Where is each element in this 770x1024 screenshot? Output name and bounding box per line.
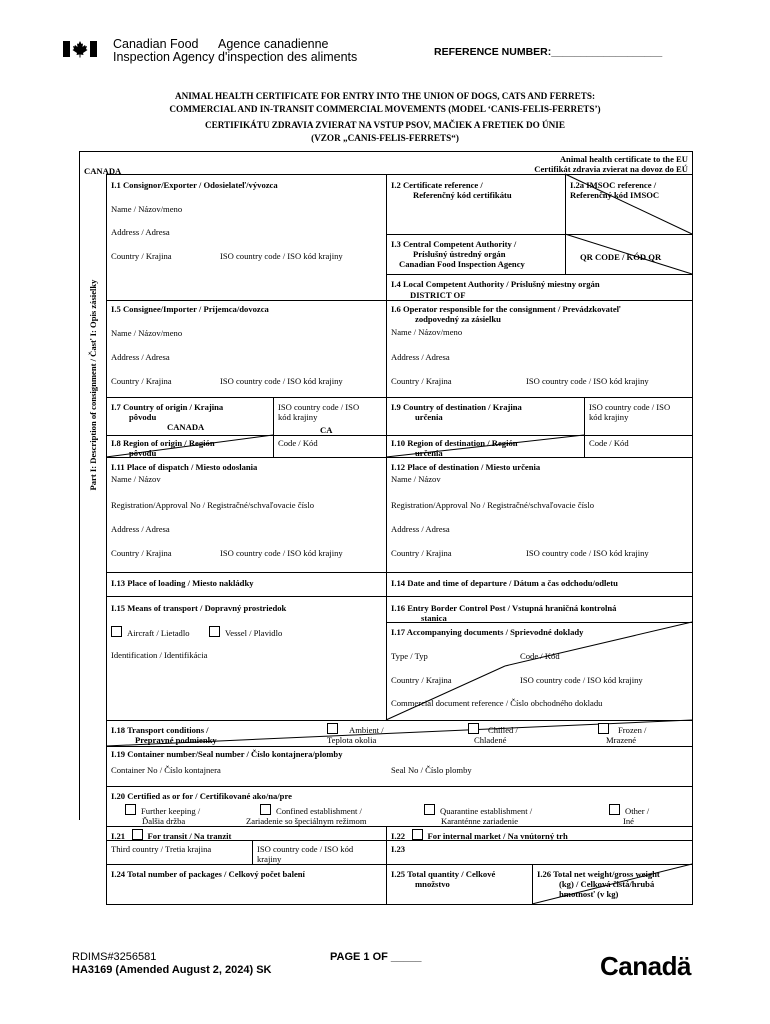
i13-place-loading[interactable]: I.13 Place of loading / Miesto nakládky: [111, 578, 254, 588]
canada-wordmark-logo: Canadä: [600, 951, 691, 981]
i18-frozen-checkbox[interactable]: Frozen / Mrazené: [598, 723, 646, 745]
i18-transport-conditions: I.18 Transport conditions / Prepravné podmienky: [111, 725, 217, 745]
i5-name[interactable]: Name / Názov/meno: [111, 328, 183, 338]
i12-country[interactable]: Country / Krajina: [391, 548, 452, 558]
i1-address[interactable]: Address / Adresa: [111, 227, 170, 237]
rdims-number: RDIMS#3256581: [72, 951, 157, 963]
i1-title: I.1 Consignor/Exporter / Odosielateľ/vývozca: [111, 180, 278, 190]
i15-identification[interactable]: Identification / Identifikácia: [111, 650, 208, 660]
i19-seal-no[interactable]: Seal No / Číslo plomby: [391, 765, 472, 775]
checkbox-icon[interactable]: [424, 804, 435, 815]
i5-title: I.5 Consignee/Importer / Príjemca/dovozca: [111, 304, 269, 314]
checkbox-icon[interactable]: [598, 723, 609, 734]
i9-iso[interactable]: ISO country code / ISO kód krajiny: [589, 402, 671, 422]
i11-address[interactable]: Address / Adresa: [111, 524, 170, 534]
i11-name[interactable]: Name / Názov: [111, 474, 161, 484]
i6-iso[interactable]: ISO country code / ISO kód krajiny: [526, 376, 649, 386]
checkbox-icon[interactable]: [125, 804, 136, 815]
i5-country[interactable]: Country / Krajina: [111, 376, 172, 386]
i17-commercial-ref[interactable]: Commercial document reference / Číslo obchodného dokladu: [391, 698, 603, 708]
i17-code[interactable]: Code / Kód: [520, 651, 560, 661]
i1-country[interactable]: Country / Krajina: [111, 251, 172, 261]
i10-region-destination: I.10 Region of destination / Región určenia: [391, 438, 518, 458]
i9-country-destination: I.9 Country of destination / Krajina určenia: [391, 402, 522, 422]
i7-iso-value: CA: [320, 425, 333, 435]
document-id: HA3169 (Amended August 2, 2024) SK: [72, 964, 272, 976]
i17-country[interactable]: Country / Krajina: [391, 675, 452, 685]
i5-iso[interactable]: ISO country code / ISO kód krajiny: [220, 376, 343, 386]
i5-address[interactable]: Address / Adresa: [111, 352, 170, 362]
i15-aircraft-checkbox[interactable]: Aircraft / Lietadlo: [111, 626, 190, 638]
i12-iso[interactable]: ISO country code / ISO kód krajiny: [526, 548, 649, 558]
certificate-title: ANIMAL HEALTH CERTIFICATE FOR ENTRY INTO THE UNION OF DOGS, CATS AND FERRETS: COMMERCIAL AND IN-TRANSIT COMMERCIAL MOVEMENTS (MODEL ‘CANIS-FELIS-FERRETS’) CERTIFIKÁTU ZDRAVIA ZVIERAT NA VSTUP PSOV, MAČIEK A FRETIEK DO ÚNIE (VZOR „CANIS-FELIS-FERRETS“): [169, 91, 601, 143]
agency-name-fr: Agence canadienne d'inspection des aliments: [218, 37, 358, 64]
i23-field[interactable]: I.23: [391, 844, 406, 854]
i22-internal-market-checkbox[interactable]: I.22 For internal market / Na vnútorný trh: [391, 831, 568, 841]
i19-title: I.19 Container number/Seal number / Číslo kontajnera/plomby: [111, 749, 343, 759]
i21-iso[interactable]: ISO country code / ISO kód krajiny: [257, 844, 354, 864]
i25-total-quantity[interactable]: I.25 Total quantity / Celkové množstvo: [391, 869, 496, 889]
i12-address[interactable]: Address / Adresa: [391, 524, 450, 534]
i21-transit-checkbox[interactable]: I.21 For transit / Na tranzit: [111, 831, 232, 841]
checkbox-icon[interactable]: [609, 804, 620, 815]
i17-title: I.17 Accompanying documents / Sprievodné doklady: [391, 627, 584, 637]
part-one-side-label: Part I: Description of consignment / Časť I: Opis zásielky: [88, 279, 98, 491]
i16-border-post[interactable]: I.16 Entry Border Control Post / Vstupná hraničná kontrolná stanica: [391, 603, 617, 623]
i24-total-packages[interactable]: I.24 Total number of packages / Celkový počet balení: [111, 869, 305, 879]
i2-certificate-reference[interactable]: I.2 Certificate reference / Referenčný kód certifikátu: [391, 180, 512, 200]
i17-type[interactable]: Type / Typ: [391, 651, 428, 661]
i17-iso[interactable]: ISO country code / ISO kód krajiny: [520, 675, 643, 685]
i18-chilled-checkbox[interactable]: Chilled / Chladené: [468, 723, 518, 745]
i1-iso[interactable]: ISO country code / ISO kód krajiny: [220, 251, 343, 261]
i12-name[interactable]: Name / Názov: [391, 474, 441, 484]
reference-number: REFERENCE NUMBER:___________________: [434, 46, 663, 58]
i20-title: I.20 Certified as or for / Certifikované ako/na/pre: [111, 791, 292, 801]
i6-address[interactable]: Address / Adresa: [391, 352, 450, 362]
i6-title: I.6 Operator responsible for the consignment / Prevádzkovateľ zodpovedný za zásielku: [391, 304, 621, 324]
checkbox-icon[interactable]: [260, 804, 271, 815]
qr-code-field: QR CODE / KÓD QR: [580, 252, 662, 262]
cert-to-eu: Animal health certificate to the EU Certifikát zdravia zvierat na dovoz do EÚ: [534, 154, 688, 174]
i8-region-origin: I.8 Region of origin / Región pôvodu: [111, 438, 215, 458]
checkbox-icon[interactable]: [468, 723, 479, 734]
i20-other-checkbox[interactable]: Other / Iné: [609, 804, 649, 826]
checkbox-icon[interactable]: [412, 829, 423, 840]
checkbox-icon[interactable]: [209, 626, 220, 637]
i7-country-origin: I.7 Country of origin / Krajina pôvodu CANADA: [111, 402, 224, 432]
i19-container-no[interactable]: Container No / Číslo kontajnera: [111, 765, 221, 775]
i20-further-keeping-checkbox[interactable]: Further keeping / Ďalšia držba: [125, 804, 200, 826]
i20-confined-checkbox[interactable]: Confined establishment / Zariadenie so špeciálnym režimom: [246, 806, 367, 826]
i2a-imsoc-reference: I.2a IMSOC reference / Referenčný kód IMSOC: [570, 180, 660, 200]
i1-name[interactable]: Name / Názov/meno: [111, 204, 183, 214]
checkbox-icon[interactable]: [327, 723, 338, 734]
i4-local-authority: I.4 Local Competent Authority / Príslušný miestny orgán: [391, 279, 600, 289]
i11-country[interactable]: Country / Krajina: [111, 548, 172, 558]
i11-iso[interactable]: ISO country code / ISO kód krajiny: [220, 548, 343, 558]
i6-country[interactable]: Country / Krajina: [391, 376, 452, 386]
i12-registration[interactable]: Registration/Approval No / Registračné/schvaľovacie číslo: [391, 500, 595, 510]
country-canada: CANADA: [84, 166, 122, 176]
i14-departure[interactable]: I.14 Date and time of departure / Dátum a čas odchodu/odletu: [391, 578, 618, 588]
i12-title: I.12 Place of destination / Miesto určenia: [391, 462, 541, 472]
agency-name-en: Canadian Food Inspection Agency: [113, 37, 215, 64]
checkbox-icon[interactable]: [111, 626, 122, 637]
i15-title: I.15 Means of transport / Dopravný prostriedok: [111, 603, 287, 613]
i4-district[interactable]: DISTRICT OF: [410, 290, 466, 300]
page-number: PAGE 1 OF _____: [330, 951, 422, 963]
i15-vessel-checkbox[interactable]: Vessel / Plavidlo: [209, 626, 282, 638]
i3-central-authority: I.3 Central Competent Authority / Príslušný ústredný orgán Canadian Food Inspection Agency: [391, 239, 525, 269]
i11-registration[interactable]: Registration/Approval No / Registračné/schvaľovacie číslo: [111, 500, 315, 510]
i20-quarantine-checkbox[interactable]: Quarantine establishment / Karanténne zariadenie: [424, 804, 532, 826]
i7-iso: ISO country code / ISO kód krajiny: [278, 402, 360, 422]
i8-code: Code / Kód: [278, 438, 318, 448]
i10-code: Code / Kód: [589, 438, 629, 448]
i18-ambient-checkbox[interactable]: Ambient / Teplota okolia: [327, 725, 384, 745]
i6-name[interactable]: Name / Názov/meno: [391, 327, 463, 337]
i26-total-weight: I.26 Total net weight/gross weight (kg) / Celková čistá/hrubá hmotnosť (v kg): [537, 869, 660, 899]
i11-title: I.11 Place of dispatch / Miesto odoslania: [111, 462, 258, 472]
i21-third-country[interactable]: Third country / Tretia krajina: [111, 844, 212, 854]
checkbox-icon[interactable]: [132, 829, 143, 840]
